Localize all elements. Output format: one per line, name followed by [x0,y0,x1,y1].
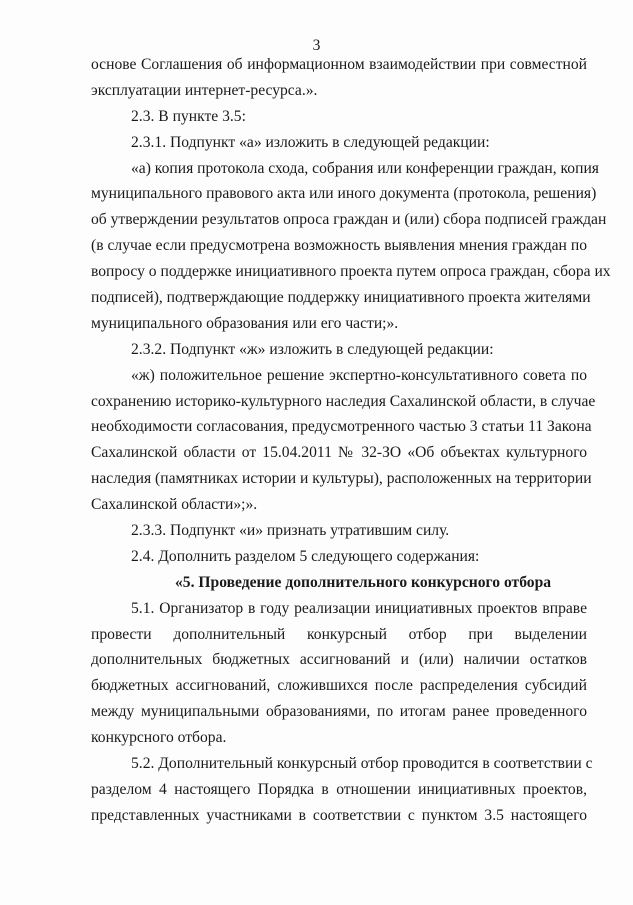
document-line: бюджетных ассигнований, сложившихся после распределения субсидий [91,677,587,695]
document-line: сохранению историко-культурного наследия Сахалинской области, в случае [91,392,596,410]
document-line: муниципального правового акта или иного документа (протокола, решения) [91,185,597,203]
document-line: эксплуатации интернет-ресурса.». [91,81,318,99]
document-line: «а) копия протокола схода, собрания или конференции граждан, копия [131,159,599,177]
document-line: 2.3.3. Подпункт «и» признать утратившим силу. [131,522,450,540]
document-line: разделом 4 настоящего Порядка в отношении инициативных проектов, [91,780,587,798]
document-line: вопросу о поддержке инициативного проекта путем опроса граждан, сбора их [91,263,611,281]
document-line: 2.3. В пункте 3.5: [131,107,246,125]
document-line: дополнительных бюджетных ассигнований и (или) наличии остатков [91,651,587,669]
document-line: 2.3.1. Подпункт «а» изложить в следующей редакции: [131,133,490,151]
document-line: «5. Проведение дополнительного конкурсного отбора [175,573,552,591]
document-line: конкурсного отбора. [91,729,227,747]
document-line: провести дополнительный конкурсный отбор при выделении [91,625,587,643]
document-line: 5.2. Дополнительный конкурсный отбор проводится в соответствии с [131,755,593,773]
document-line: об утверждении результатов опроса граждан и (или) сбора подписей граждан [91,211,607,229]
document-line: между муниципальными образованиями, по итогам ранее проведенного [91,703,587,721]
document-body [91,52,611,829]
document-line: Сахалинской области от 15.04.2011 № 32-ЗО «Об объектах культурного [91,444,587,462]
document-line: представленных участниками в соответствии с пунктом 3.5 настоящего [91,806,587,824]
page-number: 3 [312,37,321,54]
document-line: 2.4. Дополнить разделом 5 следующего содержания: [131,547,480,565]
document-line: Сахалинской области»;». [91,496,258,514]
document-line: «ж) положительное решение экспертно-консультативного совета по [131,366,587,384]
document-line: (в случае если предусмотрена возможность выявления мнения граждан по [91,237,587,255]
document-line: подписей), подтверждающие поддержку инициативного проекта жителями [91,289,591,307]
document-line: необходимости согласования, предусмотренного частью 3 статьи 11 Закона [91,418,592,436]
document-line: основе Соглашения об информационном взаимодействии при совместной [91,56,587,73]
document-line: 5.1. Организатор в году реализации инициативных проектов вправе [131,599,587,617]
document-line: муниципального образования или его части;». [91,314,399,332]
document-line: 2.3.2. Подпункт «ж» изложить в следующей редакции: [131,340,494,358]
document-line: наследия (памятниках истории и культуры), расположенных на территории [91,470,592,488]
